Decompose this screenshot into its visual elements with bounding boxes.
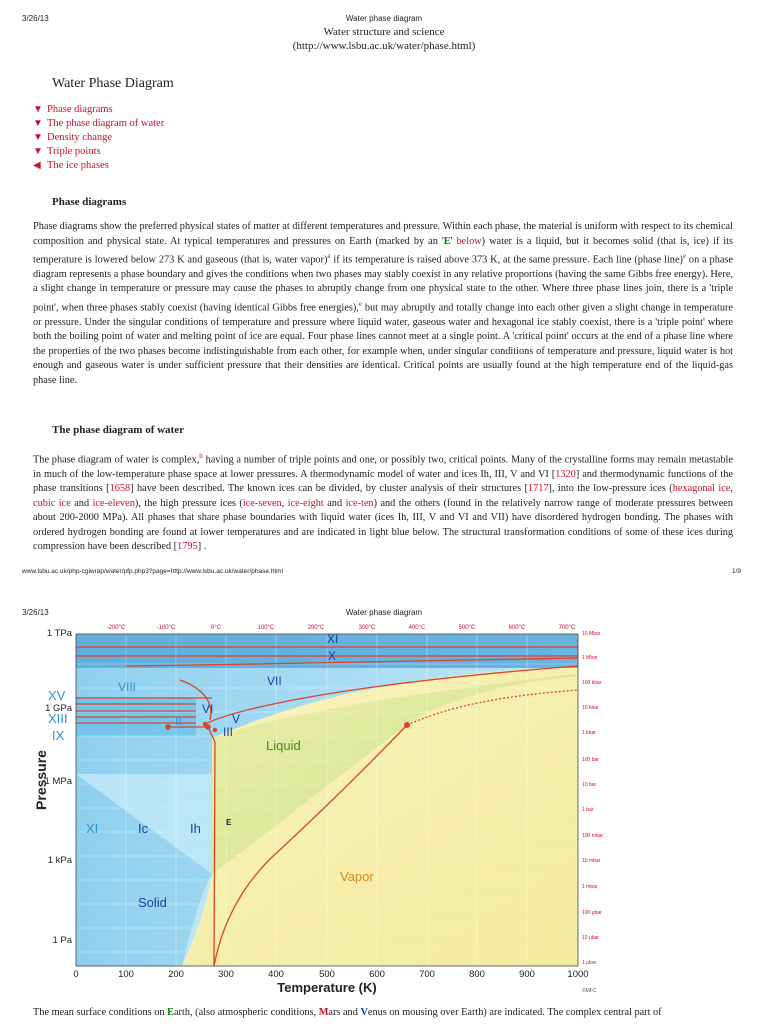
svg-text:700: 700	[419, 969, 435, 980]
ice-eleven-link[interactable]: ice-eleven	[92, 497, 135, 509]
svg-text:900: 900	[519, 969, 535, 980]
section-heading-water-diagram: The phase diagram of water	[52, 424, 184, 436]
y-axis-label: Pressure	[33, 750, 49, 810]
toc-item-phase-diagrams[interactable]: ▼ Phase diagrams	[33, 104, 113, 115]
vapor-label: Vapor	[340, 869, 374, 884]
svg-text:100 kbar: 100 kbar	[582, 680, 602, 686]
svg-text:800: 800	[469, 969, 485, 980]
ice-seven-link[interactable]: ice-seven	[242, 497, 282, 509]
section-heading-phase-diagrams: Phase diagrams	[52, 196, 127, 208]
svg-text:700°C: 700°C	[558, 625, 576, 631]
svg-text:10 mbar: 10 mbar	[582, 858, 601, 864]
svg-text:1 Pa: 1 Pa	[52, 935, 72, 946]
svg-text:300°C: 300°C	[358, 625, 376, 631]
svg-text:500°C: 500°C	[458, 625, 476, 631]
phase-label-III: III	[223, 725, 234, 739]
svg-text:100 μbar: 100 μbar	[582, 910, 602, 916]
phase-label-VIII: VIII	[118, 680, 137, 694]
y-tick-labels-right	[582, 631, 603, 966]
svg-text:100°C: 100°C	[257, 625, 275, 631]
chevron-down-icon: ▼	[33, 132, 43, 143]
below-link[interactable]: below	[456, 235, 482, 247]
print-date: 3/26/13	[22, 608, 49, 617]
toc-item-ice-phases[interactable]: ◀ The ice phases	[33, 160, 109, 171]
reference-link[interactable]: 1658	[109, 483, 131, 495]
celsius-tick-labels	[107, 625, 576, 631]
earth-marker-link[interactable]: E	[167, 1007, 174, 1018]
hexagonal-ice-link[interactable]: hexagonal ice	[672, 483, 731, 495]
print-title: Water phase diagram	[345, 14, 423, 23]
ice-ten-link[interactable]: ice-ten	[345, 497, 374, 509]
svg-text:400: 400	[268, 969, 284, 980]
table-of-contents	[33, 103, 164, 173]
toc-item-density[interactable]: ▼ Density change	[33, 132, 113, 143]
phase-label-VII: VII	[267, 674, 282, 688]
svg-text:200°C: 200°C	[307, 625, 325, 631]
svg-text:10 μbar: 10 μbar	[582, 935, 600, 941]
chevron-down-icon: ▼	[33, 118, 43, 129]
svg-text:100 mbar: 100 mbar	[582, 833, 604, 839]
svg-text:-200°C: -200°C	[106, 625, 126, 631]
svg-text:-100°C: -100°C	[156, 625, 176, 631]
ice-eight-link[interactable]: ice-eight	[287, 497, 324, 509]
svg-text:0: 0	[73, 969, 79, 980]
page-heading: Water Phase Diagram	[52, 76, 174, 91]
phase-label-X: X	[328, 649, 337, 663]
svg-text:1 kPa: 1 kPa	[47, 855, 72, 866]
footer-url: www.lsbu.ac.uk/php-cgiwrap/water/pfp.php3?page=http://www.lsbu.ac.uk/water/phase.html	[22, 568, 284, 575]
credit-text: ©MFC	[582, 988, 597, 994]
svg-text:100: 100	[118, 969, 134, 980]
paragraph-phase-diagrams: Phase diagrams show the preferred physical states of matter at different temperatures and pressure. Within each phase, the material is uniform with respect to its chemical composition and physical state. At typical temperatures and pressures on Earth (marked by an 'E' below) water is a liquid, but it becomes solid (that is, ice) if its temperature is lowered below 273 K and gaseous (that is, water vapor)$^a$ if its temperature is raised above 373 K, at the same pressure. Each line (phase line)$^e$ on a phase diagram represents a phase boundary and gives the conditions when two phases may stably coexist in any relative proportions (having the same Gibbs free energy). Here, a slight change in temperature or pressure may cause the phases to abruptly change from one physical state to the other. Where three phase lines join, there is a 'triple point', when three phases stably coexist (having identical Gibbs free energies),$^e$ but may abruptly and totally change into each other given a slight change in temperature or pressure. Under the singular conditions of temperature and pressure where liquid water, gaseous water and hexagonal ice stably coexist, there is a 'triple point' where both the boiling point of water and melting point of ice are equal. Four phase lines cannot meet at a single point. A 'critical point' occurs at the end of a phase line where the properties of the two phases become indistinguishable from each other, for example when, under singular conditions of temperature and pressure, liquid water is hot enough and gaseous water is under sufficient pressure that their densities are identical. Critical points are usually found at the high temperature end of the liquid-gas phase line.	[33, 221, 733, 386]
chevron-left-icon: ◀	[33, 160, 41, 171]
earth-marker: E	[226, 818, 232, 827]
phase-label-IX: IX	[52, 728, 65, 743]
mars-marker-link[interactable]: M	[318, 1007, 329, 1018]
svg-text:1 Mbar: 1 Mbar	[582, 655, 598, 661]
svg-text:200: 200	[168, 969, 184, 980]
svg-text:1 MPa: 1 MPa	[44, 776, 72, 787]
x-tick-labels	[73, 969, 588, 980]
figure-caption: The mean surface conditions on Earth, (also atmospheric conditions, Mars and Venus on mousing over Earth) are indicated. The complex central part of	[33, 1007, 662, 1018]
phase-label-XI-top: XI	[327, 632, 339, 646]
svg-text:600°C: 600°C	[508, 625, 526, 631]
venus-marker-link[interactable]: V	[360, 1007, 368, 1018]
phase-label-V: V	[232, 712, 241, 726]
toc-item-water-diagram[interactable]: ▼ The phase diagram of water	[33, 118, 165, 129]
footer-page-number: 1/9	[732, 568, 742, 575]
reference-link[interactable]: 1717	[527, 483, 549, 495]
svg-text:400°C: 400°C	[408, 625, 426, 631]
page-separator	[0, 580, 768, 600]
svg-text:1 μbar: 1 μbar	[582, 960, 597, 966]
paragraph-water-diagram: The phase diagram of water is complex,$^b$ having a number of triple points and one, or possibly two, critical points. Many of the crystalline forms may remain metastable in much of the low-temperature phase space at lower pressures. A thermodynamic model of water and ices Ih, III, V and VI [1320] and thermodynamic functions of the phase transitions [1658] have been described. The known ices can be divided, by cluster analysis of their structures [1717], into the low-pressure ices (hexagonal ice, cubic ice and ice-eleven), the high pressure ices (ice-seven, ice-eight and ice-ten) and the others (found in the relatively narrow range of moderate pressures between about 200-2000 MPa). All phases that share phase boundaries with liquid water (ices Ih, III, V and VI and VII) have disordered hydrogen bonding. The phases with ordered hydrogen bonding are found at lower temperatures and are indicated in light blue below. The structural transformation conditions of some of these ices during compression have been described [1795] .	[33, 452, 734, 553]
svg-text:1 bar: 1 bar	[582, 807, 594, 813]
phase-label-Ic: Ic	[138, 821, 149, 836]
svg-text:10 Mbar: 10 Mbar	[582, 631, 601, 637]
print-title: Water phase diagram	[345, 608, 423, 617]
site-url[interactable]: (http://www.lsbu.ac.uk/water/phase.html)	[292, 40, 476, 52]
liquid-label: Liquid	[266, 738, 301, 753]
solid-label: Solid	[138, 895, 167, 910]
chevron-down-icon: ▼	[33, 104, 43, 115]
svg-text:300: 300	[218, 969, 234, 980]
print-date: 3/26/13	[22, 14, 49, 23]
phase-label-Ih: Ih	[190, 821, 201, 836]
phase-label-XIII: XIII	[48, 711, 68, 726]
toc-item-triple-points[interactable]: ▼ Triple points	[33, 146, 101, 157]
cubic-ice-link[interactable]: cubic ice	[33, 497, 71, 509]
phase-diagram-figure	[30, 614, 604, 1004]
svg-text:600: 600	[369, 969, 385, 980]
x-axis-label: Temperature (K)	[277, 980, 377, 995]
svg-text:500: 500	[319, 969, 335, 980]
phase-label-XV: XV	[48, 688, 66, 703]
phase-label-II: II	[175, 714, 182, 728]
svg-text:10 bar: 10 bar	[582, 782, 597, 788]
chevron-down-icon: ▼	[33, 146, 43, 157]
reference-link[interactable]: 1320	[555, 468, 576, 480]
svg-text:1 mbar: 1 mbar	[582, 884, 598, 890]
svg-text:10 kbar: 10 kbar	[582, 705, 599, 711]
svg-text:1 GPa: 1 GPa	[45, 703, 72, 714]
svg-text:1 kbar: 1 kbar	[582, 730, 596, 736]
svg-text:0°C: 0°C	[210, 625, 222, 631]
svg-text:100 bar: 100 bar	[582, 757, 599, 763]
site-title: Water structure and science	[323, 26, 445, 38]
phase-label-XI-low: XI	[86, 821, 99, 836]
svg-text:1000: 1000	[567, 969, 589, 980]
reference-link[interactable]: 1795	[177, 541, 198, 553]
phase-label-VI: VI	[202, 702, 214, 716]
svg-text:1 TPa: 1 TPa	[46, 628, 72, 639]
